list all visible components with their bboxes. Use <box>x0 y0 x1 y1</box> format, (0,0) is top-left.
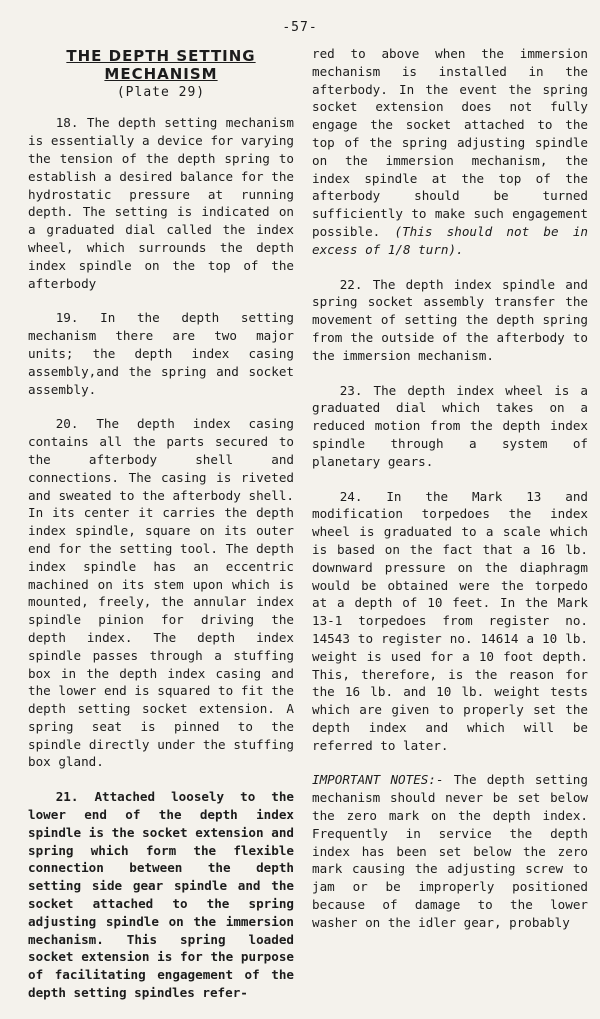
important-notes-text: The depth setting mechanism should never be set below the zero mark on the depth index. Frequently in service the depth index has been set below the zero mark causing the adjusting screw to jam or be improperly positioned because of damage to the lower washer on the idler gear, probably <box>312 772 588 930</box>
paragraph-18: 18. The depth setting mechanism is essentially a device for varying the tension of the depth spring to establish a desired balance for the hydrostatic pressure at running depth. The setting is indicated on a graduated dial called the index wheel, which surrounds the depth index spindle on the top of the afterbody <box>28 115 294 291</box>
paragraph-21-continued-text: red to above when the immersion mechanism is installed in the afterbody. In the event the spring socket extension does not fully engage the socket attached to the top of the spring adjusting spindle on the immersion mechanism, the index spindle at the top of the afterbody should be turned sufficiently to make such engagement possible. <box>312 46 588 239</box>
important-notes <box>312 771 588 931</box>
paragraph-24: 24. In the Mark 13 and modification torpedoes the index wheel is graduated to a scale which is based on the fact that a 16 lb. downward pressure on the diaphragm would be obtained were the torpedo at a depth of 10 feet. In the Mark 13-1 torpedoes from register no. 14543 to register no. 14614 a 10 lb. weight is used for a 10 foot depth. This, therefore, is the reason for the 16 lb. and 10 lb. weight tests which are given to properly set the depth index and which will be referred to later. <box>312 488 588 753</box>
paragraph-20: 20. The depth index casing contains all the parts secured to the afterbody shell and connections. The casing is riveted and sweated to the afterbody shell. In its center it carries the depth index spindle, square on its outer end for the setting tool. The depth index spindle has an eccentric machined on its stem upon which is mounted, freely, the annular index spindle pinion for driving the depth index. The depth index spindle passes through a stuffing box in the depth index casing and the lower end is squared to fit the depth setting socket extension. A spring seat is pinned to the spindle directly under the stuffing box gland. <box>28 416 294 770</box>
section-heading: THE DEPTH SETTING MECHANISM <box>66 47 256 83</box>
paragraph-21-continued <box>312 45 588 259</box>
plate-reference: (Plate 29) <box>116 84 206 100</box>
page-number: -57- <box>282 20 318 35</box>
paragraph-21: 21. Attached loosely to the lower end of the depth index spindle is the socket extension and spring which form the flexible connection between the depth setting side gear spindle and the socket attached to the spring adjusting spindle on the immersion mechanism. This spring loaded socket extension is for the purpose of facilitating engagement of the depth setting spindles refer- <box>28 789 294 1001</box>
important-notes-label: IMPORTANT NOTES:- <box>312 772 444 788</box>
turn-limit-note: (This should not be in excess of 1/8 turn). <box>312 223 588 257</box>
right-column <box>312 45 588 949</box>
paragraph-23: 23. The depth index wheel is a graduated dial which takes on a reduced motion from the depth index spindle through a system of planetary gears. <box>312 382 588 469</box>
paragraph-19: 19. In the depth setting mechanism there are two major units; the depth index casing assembly,and the spring and socket assembly. <box>28 310 294 397</box>
paragraph-22: 22. The depth index spindle and spring socket assembly transfer the movement of setting the depth spring from the outside of the afterbody to the immersion mechanism. <box>312 276 588 363</box>
left-column <box>28 45 294 1019</box>
